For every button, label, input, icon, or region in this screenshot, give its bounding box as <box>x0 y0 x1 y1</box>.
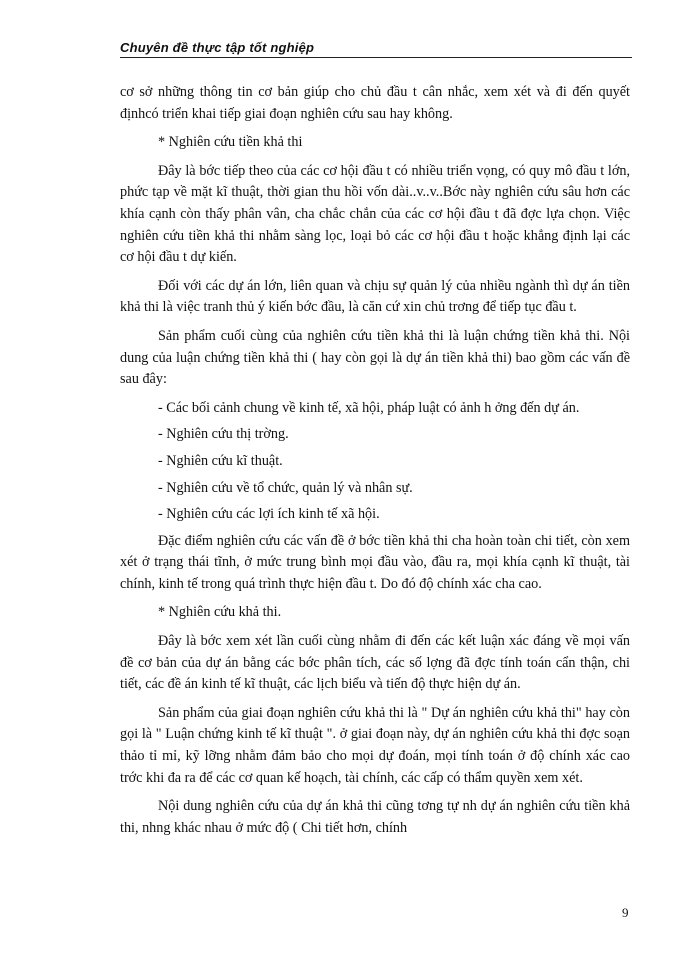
list-item: - Các bối cảnh chung về kinh tế, xã hội, pháp luật có ảnh h ởng đến dự án. <box>158 399 580 416</box>
paragraph: Đối với các dự án lớn, liên quan và chịu sự quản lý của nhiều ngành thì dự án tiền khả thi là việc tranh thủ ý kiến bớc đầu, là căn cứ xin chủ trơng để tiếp tục đầu t. <box>120 277 630 316</box>
page-number: 9 <box>622 905 629 920</box>
paragraph: Đặc điểm nghiên cứu các vấn đề ở bớc tiền khả thi cha hoàn toàn chi tiết, còn xem xét ở trạng thái tĩnh, ở mức trung bình mọi đầu vào, đầu ra, mọi khía cạnh kĩ thuật, tài chính, kinh tế trong quá trình thực hiện đầu t. Do đó độ chính xác cha cao. <box>120 532 630 592</box>
section-heading: * Nghiên cứu khả thi. <box>158 604 282 621</box>
header-title: Chuyên đề thực tập tốt nghiệp <box>120 40 315 55</box>
paragraph: Nội dung nghiên cứu của dự án khả thi cũng tơng tự nh dự án nghiên cứu tiền khả thi, nhng khác nhau ở mức độ ( Chi tiết hơn, chính <box>120 798 630 836</box>
list-item: - Nghiên cứu về tổ chức, quản lý và nhân sự. <box>158 479 413 496</box>
page-header <box>120 40 632 58</box>
list-item: - Nghiên cứu kĩ thuật. <box>158 452 283 469</box>
paragraph: Sản phẩm cuối cùng của nghiên cứu tiền khả thi là luận chứng tiền khả thi. Nội dung của luận chứng tiền khả thi ( hay còn gọi là dự án tiền khả thi) bao gồm các vấn đề sau đây: <box>120 327 630 388</box>
paragraph: cơ sở những thông tin cơ bản giúp cho chủ đầu t cân nhắc, xem xét và đi đến quyết địnhcó triển khai tiếp giai đoạn nghiên cứu sau hay không. <box>120 84 630 122</box>
list-item: - Nghiên cứu thị trờng. <box>158 426 289 443</box>
paragraph: Sản phẩm của giai đoạn nghiên cứu khả thi là " Dự án nghiên cứu khả thi" hay còn gọi là " Luận chứng kinh tế kĩ thuật ". ở giai đoạn này, dự án nghiên cứu khả thi đợc soạn thảo tỉ mỉ, kỹ lỡng nhằm đảm bảo cho mọi dự đoán, mọi tính toán ở độ chính xác cao trớc khi đa ra để các cơ quan kế hoạch, tài chính, các cấp có thẩm quyền xem xét. <box>120 704 630 786</box>
section-heading: * Nghiên cứu tiền khả thi <box>158 134 303 151</box>
paragraph: Đây là bớc tiếp theo của các cơ hội đầu t có nhiều triển vọng, có quy mô đầu t lớn, phức tạp về mặt kĩ thuật, thời gian thu hồi vốn dài..v..v..Bớc này nghiên cứu sâu hơn các khía cạnh còn thấy phân vân, cha chắc chắn của các cơ hội đầu t đã đợc lựa chọn. Việc nghiên cứu tiền khả thi nhằm sàng lọc, loại bỏ các cơ hội đầu t hoặc khẳng định lại các cơ hội đầu t dự kiến. <box>120 162 630 266</box>
list-item: - Nghiên cứu các lợi ích kinh tế xã hội. <box>158 506 380 523</box>
document-body <box>120 82 630 846</box>
paragraph: Đây là bớc xem xét lần cuối cùng nhằm đi đến các kết luận xác đáng về mọi vấn đề cơ bản của dự án bằng các bớc phân tích, các số lợng đã đợc tính toán cẩn thận, chi tiết, các đề án kinh tế kĩ thuật, các lịch biểu và tiến độ thực hiện dự án. <box>120 633 630 693</box>
